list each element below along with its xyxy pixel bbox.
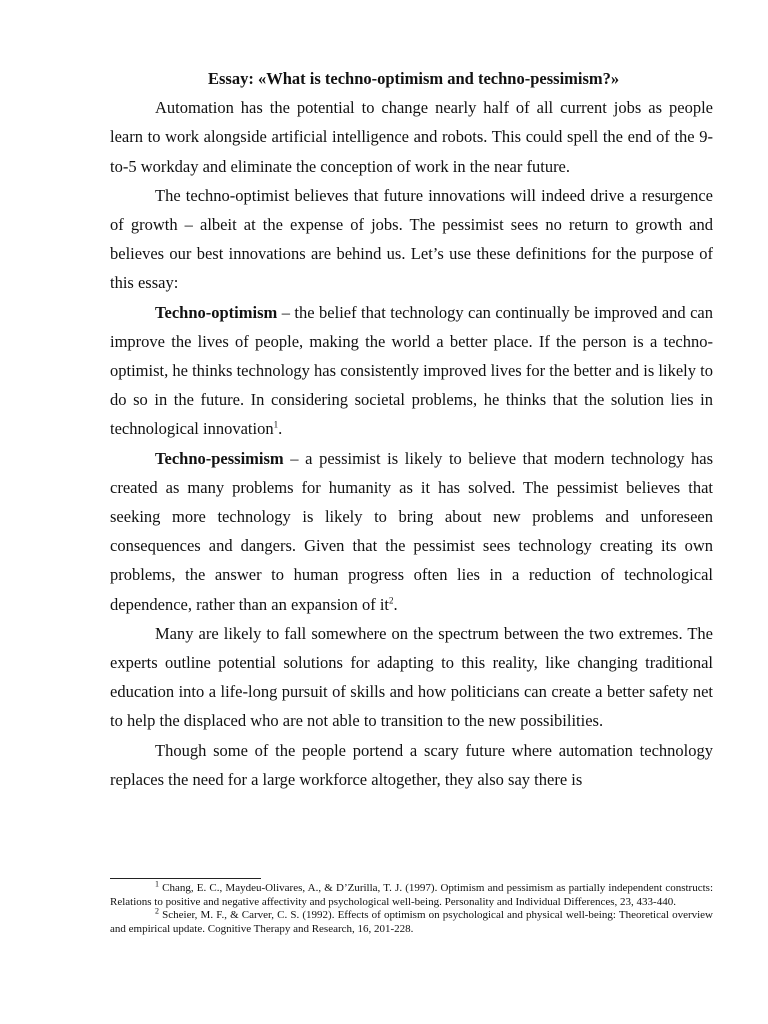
footnote-text: Scheier, M. F., & Carver, C. S. (1992). Effects of optimism on psychological and physical well-being: Theoretical overview and empirical update. Cognitive Therapy and Research, 16, 201-228.	[110, 909, 713, 935]
paragraph-text: – a pessimist is likely to believe that modern technology has created as many problems for humanity as it has solved. The pessimist believes that seeking more technology is likely to bring about new problems and unforeseen consequences and dangers. Given that the pessimist sees technology creating its own problems, the answer to human progress often lies in a reduction of technological dependence, rather than an expansion of it	[110, 448, 713, 614]
footnote-text: Chang, E. C., Maydeu-Olivares, A., & D’Zurilla, T. J. (1997). Optimism and pessimism as partially independent constructs: Relations to positive and negative affectivity and psychological well-being. Personality and Individual Differences, 23, 433-440.	[110, 882, 713, 908]
paragraph-end: .	[278, 419, 283, 439]
paragraph-future	[110, 736, 713, 794]
paragraph-intro	[110, 93, 713, 181]
essay-body	[110, 64, 713, 794]
paragraph-text: – the belief that technology can continually be improved and can improve the lives of people, making the world a better place. If the person is a techno-optimist, he thinks technology has consistently improved lives for the better and is likely to do so in the future. In considering societal problems, he thinks that the solution lies in technological innovation	[110, 302, 713, 439]
paragraph-end: .	[393, 594, 398, 614]
footnote-number: 1	[155, 879, 159, 889]
footnote-ref-1: 1	[273, 419, 279, 430]
paragraph-definitions-intro	[110, 181, 713, 298]
footnote-ref-2: 2	[389, 595, 394, 606]
paragraph-text: Though some of the people portend a scary future where automation technology replaces the need for a large workforce altogether, they also say there is	[110, 740, 713, 789]
paragraph-techno-pessimism	[110, 444, 713, 619]
paragraph-text: The techno-optimist believes that future innovations will indeed drive a resurgence of growth – albeit at the expense of jobs. The pessimist sees no return to growth and believes our best innovations are behind us. Let’s use these definitions for the purpose of this essay:	[110, 185, 713, 293]
term-techno-pessimism: Techno-pessimism	[155, 448, 284, 468]
paragraph-techno-optimism	[110, 298, 713, 444]
paragraph-spectrum	[110, 619, 713, 736]
footnote-2	[110, 906, 713, 936]
footnotes	[110, 879, 713, 936]
footnote-separator	[110, 878, 261, 879]
paragraph-text: Automation has the potential to change nearly half of all current jobs as people learn to work alongside artificial intelligence and robots. This could spell the end of the 9-to-5 workday and eliminate the conception of work in the near future.	[110, 98, 713, 176]
term-techno-optimism: Techno-optimism	[155, 302, 278, 322]
footnote-number: 2	[155, 906, 159, 916]
essay-title: Essay: «What is techno-optimism and techno-pessimism?»	[208, 69, 620, 88]
paragraph-text: Many are likely to fall somewhere on the spectrum between the two extremes. The experts outline potential solutions for adapting to this reality, like changing traditional education into a life-long pursuit of skills and how politicians can create a better safety net to help the displaced who are not able to transition to the new possibilities.	[110, 623, 713, 731]
footnote-1	[110, 879, 713, 909]
